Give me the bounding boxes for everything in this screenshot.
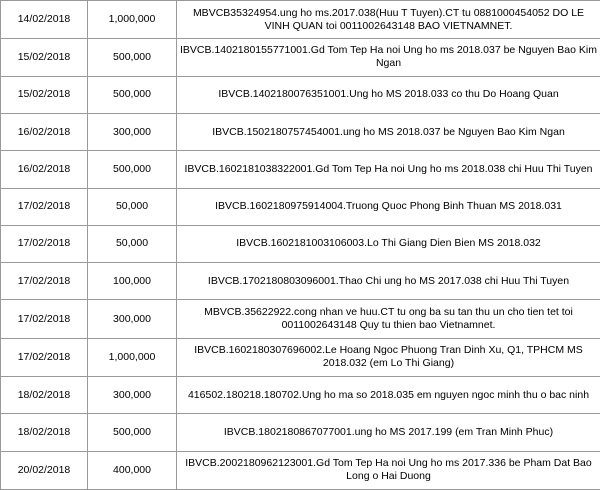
description-cell: IBVCB.1402180155771001.Gd Tom Tep Ha noi Ung ho ms 2018.037 be Nguyen Bao Kim Ngan bbox=[177, 39, 600, 76]
amount-cell: 500,000 bbox=[88, 151, 177, 188]
date-cell: 14/02/2018 bbox=[1, 1, 88, 39]
table-row bbox=[1, 300, 600, 338]
date-cell: 15/02/2018 bbox=[1, 76, 88, 113]
description-cell: IBVCB.1702180803096001.Thao Chi ung ho MS 2017.038 chi Huu Thi Tuyen bbox=[177, 263, 600, 300]
description-cell: IBVCB.1602181038322001.Gd Tom Tep Ha noi Ung ho ms 2018.038 chi Huu Thi Tuyen bbox=[177, 151, 600, 188]
table-row bbox=[1, 225, 600, 262]
description-cell: IBVCB.1602180307696002.Le Hoang Ngoc Phuong Tran Dinh Xu, Q1, TPHCM MS 2018.032 (em Lo Thi Giang) bbox=[177, 338, 600, 376]
amount-cell: 500,000 bbox=[88, 414, 177, 451]
date-cell: 16/02/2018 bbox=[1, 113, 88, 150]
amount-cell: 50,000 bbox=[88, 225, 177, 262]
table-row bbox=[1, 113, 600, 150]
amount-cell: 500,000 bbox=[88, 76, 177, 113]
table-row bbox=[1, 338, 600, 376]
date-cell: 17/02/2018 bbox=[1, 188, 88, 225]
date-cell: 15/02/2018 bbox=[1, 39, 88, 76]
amount-cell: 1,000,000 bbox=[88, 338, 177, 376]
date-cell: 18/02/2018 bbox=[1, 377, 88, 414]
table-row bbox=[1, 151, 600, 188]
amount-cell: 1,000,000 bbox=[88, 1, 177, 39]
description-cell: IBVCB.1502180757454001.ung ho MS 2018.037 be Nguyen Bao Kim Ngan bbox=[177, 113, 600, 150]
amount-cell: 300,000 bbox=[88, 377, 177, 414]
description-cell: MBVCB.35622922.cong nhan ve huu.CT tu ong ba su tan thu un cho tien tet toi 0011002643148 Quy tu thien bao Vietnamnet. bbox=[177, 300, 600, 338]
amount-cell: 500,000 bbox=[88, 39, 177, 76]
table-row bbox=[1, 263, 600, 300]
table-row bbox=[1, 76, 600, 113]
donation-table-body bbox=[1, 1, 600, 490]
description-cell: 416502.180218.180702.Ung ho ma so 2018.035 em nguyen ngoc minh thu o bac ninh bbox=[177, 377, 600, 414]
amount-cell: 400,000 bbox=[88, 451, 177, 489]
date-cell: 17/02/2018 bbox=[1, 263, 88, 300]
table-row bbox=[1, 414, 600, 451]
date-cell: 17/02/2018 bbox=[1, 338, 88, 376]
table-row bbox=[1, 1, 600, 39]
table-row bbox=[1, 451, 600, 489]
description-cell: IBVCB.1602180975914004.Truong Quoc Phong Binh Thuan MS 2018.031 bbox=[177, 188, 600, 225]
description-cell: IBVCB.1402180076351001.Ung ho MS 2018.033 co thu Do Hoang Quan bbox=[177, 76, 600, 113]
amount-cell: 100,000 bbox=[88, 263, 177, 300]
amount-cell: 50,000 bbox=[88, 188, 177, 225]
description-cell: IBVCB.1802180867077001.ung ho MS 2017.199 (em Tran Minh Phuc) bbox=[177, 414, 600, 451]
date-cell: 16/02/2018 bbox=[1, 151, 88, 188]
date-cell: 17/02/2018 bbox=[1, 225, 88, 262]
description-cell: IBVCB.2002180962123001.Gd Tom Tep Ha noi Ung ho ms 2017.336 be Pham Dat Bao Long o Hai Duong bbox=[177, 451, 600, 489]
date-cell: 17/02/2018 bbox=[1, 300, 88, 338]
description-cell: MBVCB35324954.ung ho ms.2017.038(Huu T Tuyen).CT tu 0881000454052 DO LE VINH QUAN toi 0011002643148 BAO VIETNAMNET. bbox=[177, 1, 600, 39]
table-row bbox=[1, 377, 600, 414]
table-row bbox=[1, 188, 600, 225]
amount-cell: 300,000 bbox=[88, 300, 177, 338]
table-row bbox=[1, 39, 600, 76]
amount-cell: 300,000 bbox=[88, 113, 177, 150]
date-cell: 20/02/2018 bbox=[1, 451, 88, 489]
date-cell: 18/02/2018 bbox=[1, 414, 88, 451]
description-cell: IBVCB.1602181003106003.Lo Thi Giang Dien Bien MS 2018.032 bbox=[177, 225, 600, 262]
